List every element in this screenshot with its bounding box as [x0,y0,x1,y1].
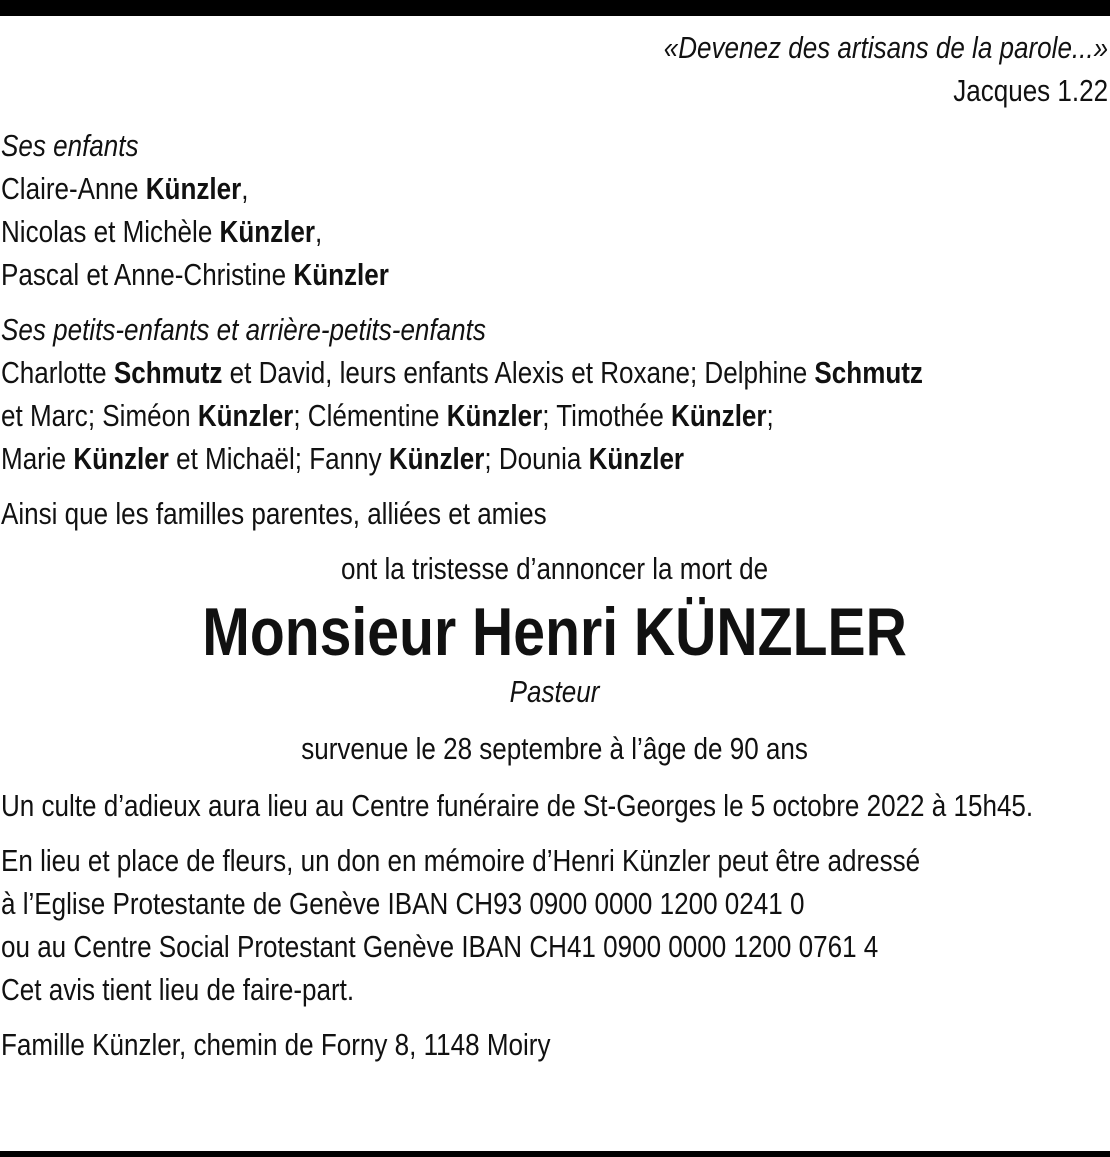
deceased-title: Pasteur [509,674,600,709]
obituary-notice [1,26,1108,1066]
surname-text: Künzler [293,257,389,292]
surname-text: Künzler [73,441,169,476]
name-text: Marie [1,441,74,476]
grandchildren-line [1,437,1108,480]
name-text: , [241,171,249,206]
surname-text: Künzler [388,441,485,476]
surname-text: Künzler [588,441,685,476]
ceremony-paragraph: Un culte d’adieux aura lieu au Centre funéraire de St-Georges le 5 octobre 2022 à 15h45. [1,788,1034,823]
top-border-rule [0,0,1110,16]
children-heading: Ses enfants [1,128,139,163]
bottom-border-rule [0,1151,1110,1157]
epigraph-quote: «Devenez des artisans de la parole...» [663,30,1109,65]
name-text: Nicolas et Michèle [1,214,220,249]
death-line: survenue le 28 septembre à l’âge de 90 ans [301,731,808,766]
surname-text: Schmutz [113,355,223,390]
name-text: ; Clémentine [293,398,447,433]
name-text: et Michaël; Fanny [168,441,389,476]
donation-line: ou au Centre Social Protestant Genève IBAN CH41 0900 0000 1200 0761 4 [1,929,879,964]
epigraph-reference: Jacques 1.22 [953,73,1109,108]
children-section [1,124,1108,296]
name-text: , [315,214,323,249]
children-line [1,167,1108,210]
name-text: et Marc; Siméon [1,398,198,433]
epigraph [1,26,1108,112]
surname-text: Künzler [219,214,316,249]
donation-paragraph [1,839,1108,1011]
name-text: Charlotte [1,355,114,390]
surname-text: Künzler [145,171,242,206]
name-text: Claire-Anne [1,171,146,206]
name-text: ; Dounia [484,441,589,476]
deceased-name: Monsieur Henri KÜNZLER [202,594,907,670]
grandchildren-line [1,351,1108,394]
grandchildren-line [1,394,1108,437]
donation-line: à l’Eglise Protestante de Genève IBAN CH93 0900 0000 1200 0241 0 [1,886,805,921]
name-text: et David, leurs enfants Alexis et Roxane; Delphine [222,355,815,390]
surname-text: Künzler [197,398,294,433]
name-text: ; [766,398,774,433]
announcement-line: ont la tristesse d’annoncer la mort de [341,551,769,586]
surname-text: Künzler [671,398,767,433]
donation-line: En lieu et place de fleurs, un don en mémoire d’Henri Künzler peut être adressé [1,843,921,878]
name-text: Pascal et Anne-Christine [1,257,294,292]
family-address: Famille Künzler, chemin de Forny 8, 1148 Moiry [1,1027,551,1062]
grandchildren-section [1,308,1108,480]
surname-text: Schmutz [814,355,923,390]
name-text: ; Timothée [542,398,672,433]
donation-line: Cet avis tient lieu de faire-part. [1,972,355,1007]
grandchildren-heading: Ses petits-enfants et arrière-petits-enfants [1,312,486,347]
surname-text: Künzler [446,398,543,433]
children-line [1,210,1108,253]
children-line [1,253,1108,296]
families-line: Ainsi que les familles parentes, alliées et amies [1,496,547,531]
